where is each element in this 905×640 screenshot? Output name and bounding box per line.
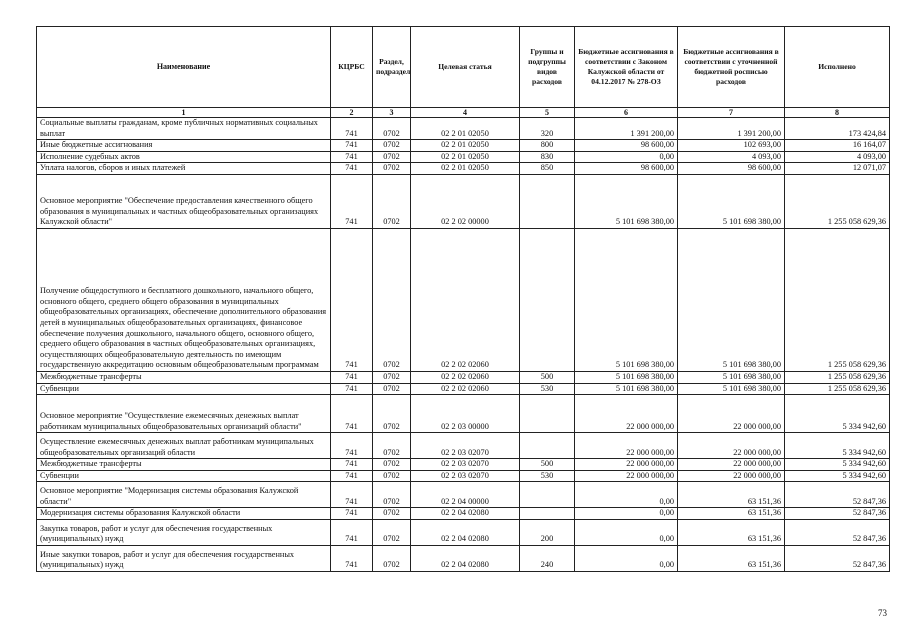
cell-section: 0702 [373, 433, 411, 459]
table-row [37, 395, 890, 433]
cell-executed-amount: 1 255 058 629,36 [785, 174, 890, 228]
table-row [37, 433, 890, 459]
cell-target-article: 02 2 03 02070 [411, 470, 520, 482]
column-number-row [37, 108, 890, 118]
cell-name: Межбюджетные трансферты [37, 371, 331, 383]
cell-refined-amount: 22 000 000,00 [678, 459, 785, 471]
header-kcrbs: КЦРБС [331, 27, 373, 108]
cell-refined-amount: 5 101 698 380,00 [678, 174, 785, 228]
cell-expense-group: 850 [520, 163, 575, 175]
cell-law-amount: 1 391 200,00 [575, 118, 678, 140]
cell-target-article: 02 2 04 02080 [411, 508, 520, 520]
cell-expense-group: 800 [520, 140, 575, 152]
cell-expense-group [520, 228, 575, 371]
cell-section: 0702 [373, 174, 411, 228]
cell-section: 0702 [373, 482, 411, 508]
cell-law-amount: 0,00 [575, 151, 678, 163]
cell-target-article: 02 2 01 02050 [411, 163, 520, 175]
cell-name: Уплата налогов, сборов и иных платежей [37, 163, 331, 175]
cell-name: Исполнение судебных актов [37, 151, 331, 163]
cell-expense-group [520, 174, 575, 228]
cell-target-article: 02 2 02 02060 [411, 383, 520, 395]
cell-law-amount: 0,00 [575, 482, 678, 508]
cell-target-article: 02 2 02 00000 [411, 174, 520, 228]
table-row [37, 470, 890, 482]
cell-section: 0702 [373, 371, 411, 383]
cell-executed-amount: 1 255 058 629,36 [785, 228, 890, 371]
cell-law-amount: 0,00 [575, 508, 678, 520]
cell-refined-amount: 102 693,00 [678, 140, 785, 152]
column-number: 7 [678, 108, 785, 118]
cell-law-amount: 22 000 000,00 [575, 395, 678, 433]
cell-refined-amount: 22 000 000,00 [678, 470, 785, 482]
budget-table [36, 26, 890, 572]
cell-refined-amount: 63 151,36 [678, 482, 785, 508]
column-number: 3 [373, 108, 411, 118]
cell-section: 0702 [373, 395, 411, 433]
header-name: Наименование [37, 27, 331, 108]
cell-name: Социальные выплаты гражданам, кроме публичных нормативных социальных выплат [37, 118, 331, 140]
cell-refined-amount: 22 000 000,00 [678, 395, 785, 433]
column-number: 4 [411, 108, 520, 118]
cell-expense-group: 200 [520, 519, 575, 545]
cell-law-amount: 22 000 000,00 [575, 470, 678, 482]
header-group: Группы и подгруппы видов расходов [520, 27, 575, 108]
column-number: 6 [575, 108, 678, 118]
table-row [37, 151, 890, 163]
cell-kcrbs: 741 [331, 395, 373, 433]
cell-name: Межбюджетные трансферты [37, 459, 331, 471]
cell-target-article: 02 2 01 02050 [411, 151, 520, 163]
cell-law-amount: 0,00 [575, 545, 678, 571]
cell-refined-amount: 63 151,36 [678, 545, 785, 571]
cell-kcrbs: 741 [331, 163, 373, 175]
column-number: 5 [520, 108, 575, 118]
cell-executed-amount: 4 093,00 [785, 151, 890, 163]
cell-kcrbs: 741 [331, 470, 373, 482]
header-executed: Исполнено [785, 27, 890, 108]
cell-executed-amount: 16 164,07 [785, 140, 890, 152]
column-number: 2 [331, 108, 373, 118]
table-row [37, 545, 890, 571]
table-row [37, 508, 890, 520]
cell-target-article: 02 2 03 02070 [411, 433, 520, 459]
cell-executed-amount: 5 334 942,60 [785, 459, 890, 471]
cell-kcrbs: 741 [331, 228, 373, 371]
cell-section: 0702 [373, 470, 411, 482]
column-number: 8 [785, 108, 890, 118]
cell-refined-amount: 1 391 200,00 [678, 118, 785, 140]
cell-refined-amount: 63 151,36 [678, 519, 785, 545]
cell-name: Субвенции [37, 470, 331, 482]
cell-section: 0702 [373, 118, 411, 140]
cell-law-amount: 5 101 698 380,00 [575, 383, 678, 395]
cell-executed-amount: 173 424,84 [785, 118, 890, 140]
cell-kcrbs: 741 [331, 459, 373, 471]
cell-target-article: 02 2 02 02060 [411, 228, 520, 371]
cell-name: Иные закупки товаров, работ и услуг для обеспечения государственных (муниципальных) нужд [37, 545, 331, 571]
table-row [37, 163, 890, 175]
cell-section: 0702 [373, 519, 411, 545]
cell-target-article: 02 2 01 02050 [411, 140, 520, 152]
cell-executed-amount: 12 071,07 [785, 163, 890, 175]
header-row [37, 27, 890, 108]
cell-kcrbs: 741 [331, 508, 373, 520]
cell-expense-group: 830 [520, 151, 575, 163]
cell-expense-group: 240 [520, 545, 575, 571]
cell-refined-amount: 5 101 698 380,00 [678, 371, 785, 383]
cell-section: 0702 [373, 140, 411, 152]
table-row [37, 519, 890, 545]
cell-executed-amount: 52 847,36 [785, 545, 890, 571]
cell-target-article: 02 2 01 02050 [411, 118, 520, 140]
cell-expense-group: 500 [520, 459, 575, 471]
table-row [37, 383, 890, 395]
cell-expense-group [520, 433, 575, 459]
cell-name: Иные бюджетные ассигнования [37, 140, 331, 152]
cell-name: Основное мероприятие "Осуществление ежемесячных денежных выплат работникам муниципальных общеобразовательных организаций области" [37, 395, 331, 433]
cell-expense-group: 500 [520, 371, 575, 383]
header-section: Раздел, подраздел [373, 27, 411, 108]
cell-expense-group [520, 395, 575, 433]
cell-law-amount: 98 600,00 [575, 163, 678, 175]
cell-executed-amount: 52 847,36 [785, 482, 890, 508]
cell-name: Субвенции [37, 383, 331, 395]
cell-expense-group: 530 [520, 383, 575, 395]
cell-expense-group: 320 [520, 118, 575, 140]
cell-kcrbs: 741 [331, 433, 373, 459]
table-row [37, 228, 890, 371]
cell-executed-amount: 52 847,36 [785, 508, 890, 520]
cell-kcrbs: 741 [331, 174, 373, 228]
cell-law-amount: 98 600,00 [575, 140, 678, 152]
cell-kcrbs: 741 [331, 383, 373, 395]
table-row [37, 459, 890, 471]
cell-refined-amount: 5 101 698 380,00 [678, 383, 785, 395]
cell-kcrbs: 741 [331, 118, 373, 140]
cell-section: 0702 [373, 228, 411, 371]
cell-name: Получение общедоступного и бесплатного дошкольного, начального общего, основного общего, среднего общего образования в муниципальных общеобразовательных организациях, обеспечение дополнительного образования детей в муниципальных общеобразовательных организациях, финансовое обеспечение получения дошкольного, начального общего, основного общего, среднего общего образования в частных общеобразовательных организациях, осуществляющих общеобразовательную деятельность по имеющим государственную аккредитацию основным общеобразовательным программам [37, 228, 331, 371]
cell-kcrbs: 741 [331, 519, 373, 545]
cell-name: Закупка товаров, работ и услуг для обеспечения государственных (муниципальных) нужд [37, 519, 331, 545]
cell-executed-amount: 52 847,36 [785, 519, 890, 545]
header-law: Бюджетные ассигнования в соответствии с Законом Калужской области от 04.12.2017 № 278-ОЗ [575, 27, 678, 108]
cell-expense-group: 530 [520, 470, 575, 482]
table-row [37, 482, 890, 508]
cell-section: 0702 [373, 151, 411, 163]
cell-executed-amount: 1 255 058 629,36 [785, 383, 890, 395]
cell-name: Основное мероприятие "Модернизация системы образования Калужской области" [37, 482, 331, 508]
cell-executed-amount: 5 334 942,60 [785, 470, 890, 482]
cell-name: Модернизация системы образования Калужской области [37, 508, 331, 520]
cell-executed-amount: 5 334 942,60 [785, 395, 890, 433]
table-body [37, 118, 890, 572]
cell-law-amount: 0,00 [575, 519, 678, 545]
cell-section: 0702 [373, 163, 411, 175]
cell-kcrbs: 741 [331, 482, 373, 508]
cell-executed-amount: 1 255 058 629,36 [785, 371, 890, 383]
cell-section: 0702 [373, 459, 411, 471]
page-number: 73 [878, 608, 887, 618]
cell-section: 0702 [373, 508, 411, 520]
cell-refined-amount: 5 101 698 380,00 [678, 228, 785, 371]
cell-target-article: 02 2 03 00000 [411, 395, 520, 433]
cell-expense-group [520, 482, 575, 508]
cell-law-amount: 22 000 000,00 [575, 459, 678, 471]
cell-kcrbs: 741 [331, 151, 373, 163]
cell-refined-amount: 63 151,36 [678, 508, 785, 520]
cell-target-article: 02 2 04 00000 [411, 482, 520, 508]
cell-law-amount: 22 000 000,00 [575, 433, 678, 459]
cell-refined-amount: 98 600,00 [678, 163, 785, 175]
cell-kcrbs: 741 [331, 140, 373, 152]
cell-target-article: 02 2 04 02080 [411, 545, 520, 571]
header-refined: Бюджетные ассигнования в соответствии с уточненной бюджетной росписью расходов [678, 27, 785, 108]
table-row [37, 118, 890, 140]
cell-target-article: 02 2 03 02070 [411, 459, 520, 471]
cell-refined-amount: 4 093,00 [678, 151, 785, 163]
cell-target-article: 02 2 04 02080 [411, 519, 520, 545]
cell-law-amount: 5 101 698 380,00 [575, 371, 678, 383]
cell-kcrbs: 741 [331, 371, 373, 383]
cell-kcrbs: 741 [331, 545, 373, 571]
table-row [37, 140, 890, 152]
cell-expense-group [520, 508, 575, 520]
table-row [37, 371, 890, 383]
cell-section: 0702 [373, 383, 411, 395]
cell-name: Осуществление ежемесячных денежных выплат работникам муниципальных общеобразовательных организаций области [37, 433, 331, 459]
table-row [37, 174, 890, 228]
cell-law-amount: 5 101 698 380,00 [575, 228, 678, 371]
cell-refined-amount: 22 000 000,00 [678, 433, 785, 459]
cell-law-amount: 5 101 698 380,00 [575, 174, 678, 228]
cell-section: 0702 [373, 545, 411, 571]
cell-executed-amount: 5 334 942,60 [785, 433, 890, 459]
header-target: Целевая статья [411, 27, 520, 108]
cell-target-article: 02 2 02 02060 [411, 371, 520, 383]
column-number: 1 [37, 108, 331, 118]
cell-name: Основное мероприятие "Обеспечение предоставления качественного общего образования в муниципальных и частных общеобразовательных организациях Калужской области" [37, 174, 331, 228]
